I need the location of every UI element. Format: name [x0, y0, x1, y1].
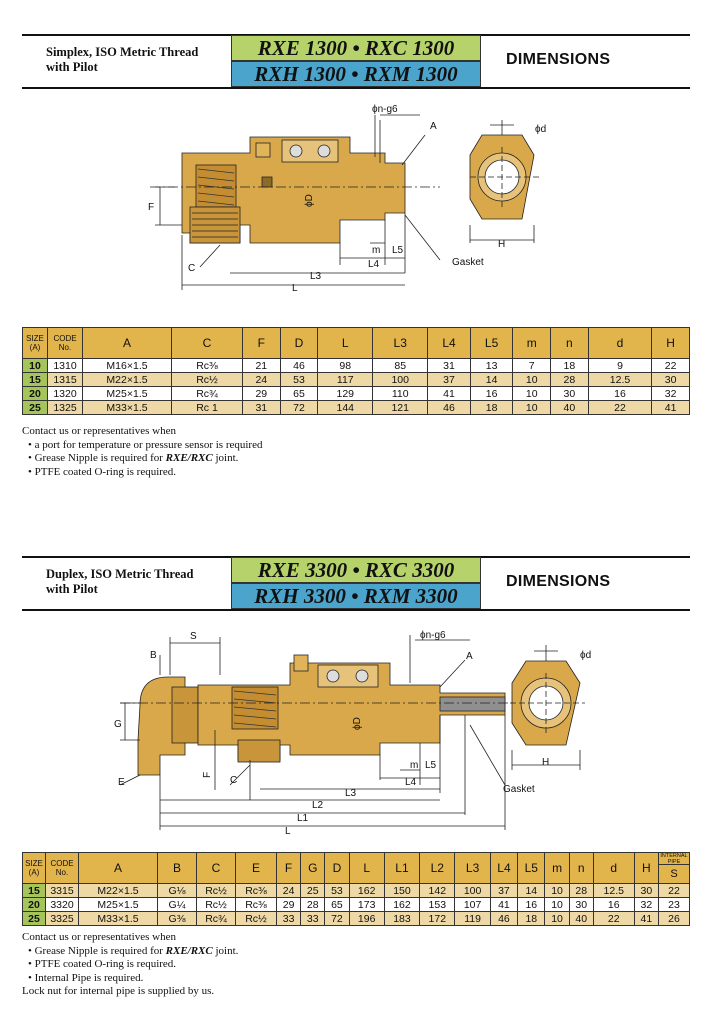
- col-a: A: [83, 328, 172, 359]
- col-l4: L4: [490, 853, 517, 884]
- cell: 129: [318, 387, 373, 401]
- cell: Rc½: [197, 898, 236, 912]
- s2-label-l2: L2: [312, 800, 324, 811]
- cell: Rc½: [236, 912, 277, 926]
- s2-label-g: G: [114, 719, 122, 730]
- cell: 12.5: [593, 884, 634, 898]
- cell: 26: [659, 912, 690, 926]
- col-f: F: [243, 328, 281, 359]
- cell: 31: [243, 401, 281, 415]
- table-header-row: [23, 853, 690, 884]
- cell: 22: [593, 912, 634, 926]
- col-m: m: [545, 853, 569, 884]
- cell: 13: [470, 359, 513, 373]
- cell: 110: [373, 387, 428, 401]
- note-emphasis: RXE/RXC: [165, 452, 213, 464]
- note-text: Grease Nipple is required for: [34, 452, 166, 464]
- cell: 7: [513, 359, 551, 373]
- cell: 24: [277, 884, 301, 898]
- s1-label-d-big: ϕD: [304, 194, 315, 207]
- cell: 12.5: [588, 373, 652, 387]
- cell: 29: [277, 898, 301, 912]
- cell: 33: [301, 912, 325, 926]
- col-h: H: [634, 853, 658, 884]
- section1-dimensions-label: DIMENSIONS: [506, 51, 611, 68]
- table-row: [23, 884, 690, 898]
- cell: 98: [318, 359, 373, 373]
- section2-subtitle: [46, 567, 193, 597]
- col-d-small: d: [593, 853, 634, 884]
- s1-label-l3: L3: [310, 271, 322, 282]
- col-l2: L2: [420, 853, 455, 884]
- s1-label-m: m: [372, 245, 381, 256]
- cell: 18: [551, 359, 589, 373]
- cell: Rc¾: [172, 387, 243, 401]
- note-text: Internal Pipe is required.: [34, 971, 144, 984]
- cell-size: 10: [23, 359, 48, 373]
- cell: 28: [301, 898, 325, 912]
- s1-label-pilot: ϕn-g6: [372, 104, 398, 115]
- col-n: n: [551, 328, 589, 359]
- section1-title-bottom: RXH 1300 • RXM 1300: [231, 61, 481, 87]
- cell: 30: [569, 898, 593, 912]
- cell: 53: [280, 373, 318, 387]
- cell: 41: [652, 401, 690, 415]
- cell: 32: [652, 387, 690, 401]
- section2-notes: [22, 931, 238, 999]
- cell: M25×1.5: [79, 898, 158, 912]
- section1-subtitle-line1: Simplex, ISO Metric Thread: [46, 45, 199, 59]
- cell: 117: [318, 373, 373, 387]
- cell: 41: [428, 387, 471, 401]
- note-emphasis: RXE/RXC: [165, 944, 213, 957]
- cell: 23: [659, 898, 690, 912]
- cell: 30: [551, 387, 589, 401]
- cell: 100: [455, 884, 490, 898]
- col-g: G: [301, 853, 325, 884]
- cell: 28: [551, 373, 589, 387]
- cell: 65: [280, 387, 318, 401]
- table-row: [23, 401, 690, 415]
- cell: Rc 1: [172, 401, 243, 415]
- cell: 162: [349, 884, 384, 898]
- cell: 40: [551, 401, 589, 415]
- cell: 107: [455, 898, 490, 912]
- cell-code: 1325: [48, 401, 83, 415]
- cell: 22: [588, 401, 652, 415]
- cell: M25×1.5: [83, 387, 172, 401]
- cell: 29: [243, 387, 281, 401]
- section2-bottom-rule: [22, 609, 690, 611]
- section2-dimensions-label: DIMENSIONS: [506, 573, 611, 590]
- cell: 14: [518, 884, 545, 898]
- col-size: SIZE (A): [23, 853, 46, 884]
- s1-label-d-small: ϕd: [535, 124, 547, 135]
- col-m: m: [513, 328, 551, 359]
- cell: G⅛: [158, 884, 197, 898]
- s1-label-c: C: [188, 263, 196, 274]
- s2-label-l4: L4: [405, 777, 417, 788]
- cell: 85: [373, 359, 428, 373]
- cell: M33×1.5: [79, 912, 158, 926]
- cell: 72: [325, 912, 349, 926]
- cell: 10: [545, 912, 569, 926]
- cell: 41: [490, 898, 517, 912]
- col-e: E: [236, 853, 277, 884]
- cell: 10: [513, 373, 551, 387]
- notes-intro: Contact us or representatives when: [22, 931, 176, 943]
- section1-dimension-table: [22, 327, 690, 415]
- s1-label-a: A: [430, 121, 437, 132]
- cell: 142: [420, 884, 455, 898]
- note-bullet: [22, 439, 262, 453]
- table-row: [23, 359, 690, 373]
- cell: 41: [634, 912, 658, 926]
- s2-label-a: A: [466, 651, 473, 662]
- table-row: [23, 898, 690, 912]
- s2-label-pilot: ϕn-g6: [420, 630, 446, 641]
- cell: M22×1.5: [83, 373, 172, 387]
- cell: M33×1.5: [83, 401, 172, 415]
- cell: 46: [280, 359, 318, 373]
- cell: 183: [384, 912, 419, 926]
- s2-label-s: S: [190, 631, 197, 642]
- col-d: D: [325, 853, 349, 884]
- cell: 33: [277, 912, 301, 926]
- cell: 22: [659, 884, 690, 898]
- section2-title-top: RXE 3300 • RXC 3300: [231, 557, 481, 583]
- section2-title-bottom: RXH 3300 • RXM 3300: [231, 583, 481, 609]
- section1-subtitle: [46, 45, 198, 75]
- cell: 46: [428, 401, 471, 415]
- cell: Rc⅜: [236, 898, 277, 912]
- cell: 30: [634, 884, 658, 898]
- cell: 37: [490, 884, 517, 898]
- col-l5: L5: [470, 328, 513, 359]
- cell-size: 15: [23, 373, 48, 387]
- s2-label-e: E: [118, 777, 125, 788]
- cell: 30: [652, 373, 690, 387]
- cell-code: 1315: [48, 373, 83, 387]
- s2-label-l5: L5: [425, 760, 437, 771]
- col-b: B: [158, 853, 197, 884]
- section1-title-top: RXE 1300 • RXC 1300: [231, 35, 481, 61]
- note-bullet: [22, 958, 238, 972]
- s2-label-b: B: [150, 650, 157, 661]
- cell: 10: [513, 401, 551, 415]
- cell: 31: [428, 359, 471, 373]
- cell: 65: [325, 898, 349, 912]
- s2-label-gasket: Gasket: [503, 784, 535, 795]
- cell: 46: [490, 912, 517, 926]
- section2-subtitle-line2: with Pilot: [46, 582, 98, 596]
- s1-label-gasket: Gasket: [452, 257, 484, 268]
- section2-subtitle-line1: Duplex, ISO Metric Thread: [46, 567, 194, 581]
- cell-code: 1310: [48, 359, 83, 373]
- cell: 173: [349, 898, 384, 912]
- cell: 9: [588, 359, 652, 373]
- cell: M16×1.5: [83, 359, 172, 373]
- note-text: PTFE coated O-ring is required.: [34, 465, 177, 478]
- cell-code: 3320: [46, 898, 79, 912]
- section1-bottom-rule: [22, 87, 690, 89]
- s1-nipple: [256, 143, 270, 157]
- cell: 16: [518, 898, 545, 912]
- col-d-small: d: [588, 328, 652, 359]
- cell: 18: [518, 912, 545, 926]
- section2-drawing: [0, 615, 708, 840]
- cell: Rc½: [172, 373, 243, 387]
- s2-nipple: [294, 655, 308, 671]
- note-bullet: [22, 452, 262, 466]
- note-text: joint.: [212, 944, 239, 957]
- col-l: L: [318, 328, 373, 359]
- cell: 162: [384, 898, 419, 912]
- cell-code: 3315: [46, 884, 79, 898]
- s1-label-l4: L4: [368, 259, 380, 270]
- cell: Rc⅜: [172, 359, 243, 373]
- cell: 10: [513, 387, 551, 401]
- note-text: Grease Nipple is required for: [34, 944, 166, 957]
- cell: 53: [325, 884, 349, 898]
- col-a: A: [79, 853, 158, 884]
- s2-label-l: L: [285, 826, 291, 837]
- cell-code: 1320: [48, 387, 83, 401]
- cell: G¼: [158, 898, 197, 912]
- note-bullet: [22, 945, 238, 959]
- table-row: [23, 387, 690, 401]
- s2-label-h: H: [542, 757, 550, 768]
- notes-footer: Lock nut for internal pipe is supplied by us.: [22, 985, 215, 997]
- cell: 32: [634, 898, 658, 912]
- s2-label-l3: L3: [345, 788, 357, 799]
- cell: M22×1.5: [79, 884, 158, 898]
- col-c: C: [197, 853, 236, 884]
- s2-label-m: m: [410, 760, 419, 771]
- col-n: n: [569, 853, 593, 884]
- table-row: [23, 373, 690, 387]
- cell: 10: [545, 884, 569, 898]
- s2-label-d-big: ϕD: [352, 717, 363, 730]
- cell: 16: [593, 898, 634, 912]
- s1-label-l5: L5: [392, 245, 404, 256]
- col-code: CODE No.: [46, 853, 79, 884]
- s2-label-l1: L1: [297, 813, 309, 824]
- notes-intro: Contact us or representatives when: [22, 425, 176, 437]
- s2-label-d-small: ϕd: [580, 650, 592, 661]
- cell: 72: [280, 401, 318, 415]
- col-h: H: [652, 328, 690, 359]
- internal-pipe-label: INTERNAL PIPE: [660, 853, 688, 865]
- cell-size: 20: [23, 387, 48, 401]
- cell: 25: [301, 884, 325, 898]
- col-l3: L3: [455, 853, 490, 884]
- cell: 119: [455, 912, 490, 926]
- cell: 14: [470, 373, 513, 387]
- cell: 100: [373, 373, 428, 387]
- note-text: joint.: [212, 452, 239, 464]
- cell-code: 3325: [46, 912, 79, 926]
- cell: 37: [428, 373, 471, 387]
- col-d: D: [280, 328, 318, 359]
- cell: Rc⅜: [236, 884, 277, 898]
- cell: Rc½: [197, 884, 236, 898]
- cell: 144: [318, 401, 373, 415]
- cell-size: 25: [23, 912, 46, 926]
- table-row: [23, 912, 690, 926]
- s-label: S: [670, 868, 678, 880]
- col-l3: L3: [373, 328, 428, 359]
- col-c: C: [172, 328, 243, 359]
- cell-size: 25: [23, 401, 48, 415]
- section2-dimension-table: [22, 852, 690, 926]
- col-l5: L5: [518, 853, 545, 884]
- s1-label-f: F: [148, 202, 155, 213]
- s2-label-f: F: [202, 771, 213, 778]
- col-internal-pipe-s: [659, 853, 690, 884]
- cell: 40: [569, 912, 593, 926]
- section1-notes: [22, 425, 262, 479]
- note-bullet: [22, 466, 262, 480]
- cell: Rc¾: [197, 912, 236, 926]
- col-l4: L4: [428, 328, 471, 359]
- cell: 153: [420, 898, 455, 912]
- cell: 150: [384, 884, 419, 898]
- s2-label-c: C: [230, 775, 238, 786]
- cell: 121: [373, 401, 428, 415]
- cell: 172: [420, 912, 455, 926]
- s1-label-h: H: [498, 239, 506, 250]
- cell: 18: [470, 401, 513, 415]
- col-f: F: [277, 853, 301, 884]
- col-size: SIZE (A): [23, 328, 48, 359]
- cell-size: 15: [23, 884, 46, 898]
- cell: G⅜: [158, 912, 197, 926]
- cell: 16: [588, 387, 652, 401]
- cell: 196: [349, 912, 384, 926]
- note-text: a port for temperature or pressure sensor is required: [34, 438, 263, 451]
- cell: 28: [569, 884, 593, 898]
- col-code: CODE No.: [48, 328, 83, 359]
- cell: 22: [652, 359, 690, 373]
- note-bullet: [22, 972, 238, 986]
- cell: 21: [243, 359, 281, 373]
- cell: 24: [243, 373, 281, 387]
- col-l: L: [349, 853, 384, 884]
- cell: 10: [545, 898, 569, 912]
- section1-subtitle-line2: with Pilot: [46, 60, 98, 74]
- cell: 16: [470, 387, 513, 401]
- table-header-row: [23, 328, 690, 359]
- section1-drawing: [0, 95, 708, 305]
- s1-label-l: L: [292, 283, 298, 294]
- cell-size: 20: [23, 898, 46, 912]
- col-l1: L1: [384, 853, 419, 884]
- note-text: PTFE coated O-ring is required.: [34, 958, 177, 970]
